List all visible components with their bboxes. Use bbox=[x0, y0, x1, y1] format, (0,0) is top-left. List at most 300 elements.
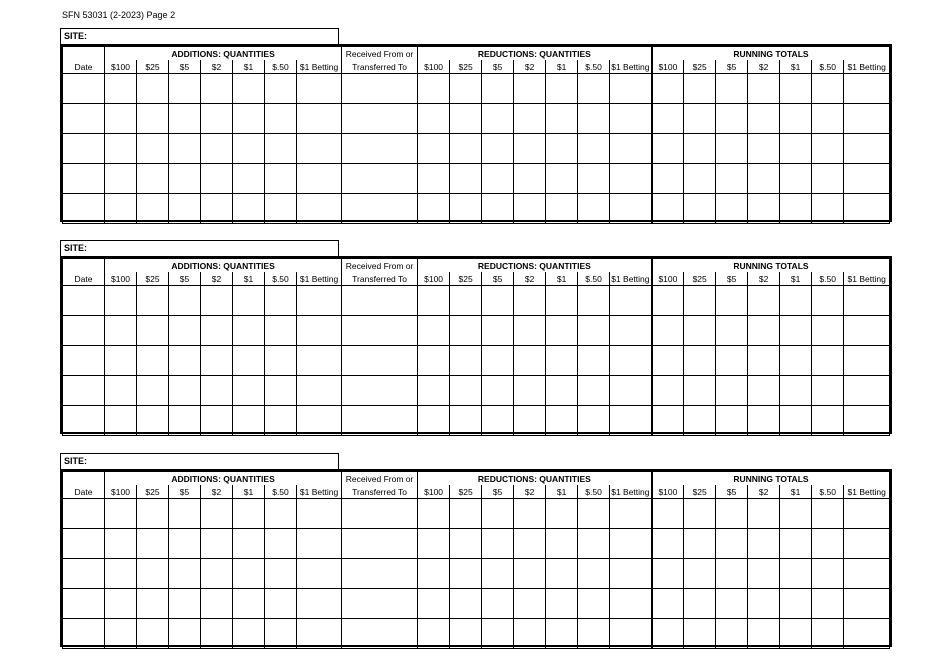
addition-cell[interactable] bbox=[105, 406, 137, 436]
running-total-cell[interactable] bbox=[652, 619, 684, 649]
running-total-cell[interactable] bbox=[844, 346, 890, 376]
reduction-cell[interactable] bbox=[610, 286, 652, 316]
running-total-cell[interactable] bbox=[716, 619, 748, 649]
reduction-cell[interactable] bbox=[482, 406, 514, 436]
date-cell[interactable] bbox=[63, 346, 105, 376]
running-total-cell[interactable] bbox=[748, 559, 780, 589]
reduction-cell[interactable] bbox=[418, 346, 450, 376]
running-total-cell[interactable] bbox=[812, 589, 844, 619]
addition-cell[interactable] bbox=[265, 589, 297, 619]
running-total-cell[interactable] bbox=[780, 619, 812, 649]
running-total-cell[interactable] bbox=[684, 529, 716, 559]
addition-cell[interactable] bbox=[297, 194, 342, 224]
addition-cell[interactable] bbox=[233, 406, 265, 436]
running-total-cell[interactable] bbox=[652, 104, 684, 134]
running-total-cell[interactable] bbox=[684, 194, 716, 224]
running-total-cell[interactable] bbox=[812, 286, 844, 316]
addition-cell[interactable] bbox=[265, 619, 297, 649]
reduction-cell[interactable] bbox=[514, 134, 546, 164]
addition-cell[interactable] bbox=[105, 134, 137, 164]
addition-cell[interactable] bbox=[169, 134, 201, 164]
addition-cell[interactable] bbox=[169, 406, 201, 436]
reduction-cell[interactable] bbox=[578, 499, 610, 529]
running-total-cell[interactable] bbox=[684, 134, 716, 164]
site-field[interactable] bbox=[60, 240, 339, 257]
received-cell[interactable] bbox=[342, 194, 418, 224]
addition-cell[interactable] bbox=[201, 194, 233, 224]
running-total-cell[interactable] bbox=[652, 74, 684, 104]
reduction-cell[interactable] bbox=[450, 134, 482, 164]
addition-cell[interactable] bbox=[297, 74, 342, 104]
reduction-cell[interactable] bbox=[482, 134, 514, 164]
addition-cell[interactable] bbox=[297, 529, 342, 559]
addition-cell[interactable] bbox=[297, 316, 342, 346]
addition-cell[interactable] bbox=[137, 406, 169, 436]
addition-cell[interactable] bbox=[233, 346, 265, 376]
running-total-cell[interactable] bbox=[844, 286, 890, 316]
reduction-cell[interactable] bbox=[450, 164, 482, 194]
addition-cell[interactable] bbox=[265, 194, 297, 224]
addition-cell[interactable] bbox=[137, 589, 169, 619]
addition-cell[interactable] bbox=[297, 286, 342, 316]
received-cell[interactable] bbox=[342, 529, 418, 559]
running-total-cell[interactable] bbox=[652, 589, 684, 619]
addition-cell[interactable] bbox=[265, 164, 297, 194]
running-total-cell[interactable] bbox=[780, 316, 812, 346]
reduction-cell[interactable] bbox=[450, 104, 482, 134]
addition-cell[interactable] bbox=[169, 74, 201, 104]
reduction-cell[interactable] bbox=[610, 406, 652, 436]
date-cell[interactable] bbox=[63, 499, 105, 529]
reduction-cell[interactable] bbox=[610, 529, 652, 559]
addition-cell[interactable] bbox=[233, 619, 265, 649]
running-total-cell[interactable] bbox=[652, 134, 684, 164]
addition-cell[interactable] bbox=[105, 104, 137, 134]
received-cell[interactable] bbox=[342, 74, 418, 104]
reduction-cell[interactable] bbox=[418, 619, 450, 649]
date-cell[interactable] bbox=[63, 529, 105, 559]
running-total-cell[interactable] bbox=[748, 164, 780, 194]
reduction-cell[interactable] bbox=[514, 529, 546, 559]
addition-cell[interactable] bbox=[297, 134, 342, 164]
date-cell[interactable] bbox=[63, 376, 105, 406]
reduction-cell[interactable] bbox=[578, 134, 610, 164]
reduction-cell[interactable] bbox=[450, 499, 482, 529]
running-total-cell[interactable] bbox=[780, 104, 812, 134]
addition-cell[interactable] bbox=[265, 529, 297, 559]
reduction-cell[interactable] bbox=[578, 619, 610, 649]
running-total-cell[interactable] bbox=[844, 559, 890, 589]
date-cell[interactable] bbox=[63, 104, 105, 134]
reduction-cell[interactable] bbox=[610, 559, 652, 589]
running-total-cell[interactable] bbox=[748, 406, 780, 436]
addition-cell[interactable] bbox=[265, 74, 297, 104]
running-total-cell[interactable] bbox=[812, 74, 844, 104]
addition-cell[interactable] bbox=[137, 194, 169, 224]
reduction-cell[interactable] bbox=[450, 194, 482, 224]
addition-cell[interactable] bbox=[265, 286, 297, 316]
reduction-cell[interactable] bbox=[418, 286, 450, 316]
addition-cell[interactable] bbox=[201, 346, 233, 376]
addition-cell[interactable] bbox=[233, 104, 265, 134]
reduction-cell[interactable] bbox=[418, 406, 450, 436]
running-total-cell[interactable] bbox=[812, 104, 844, 134]
reduction-cell[interactable] bbox=[450, 346, 482, 376]
addition-cell[interactable] bbox=[233, 286, 265, 316]
running-total-cell[interactable] bbox=[812, 194, 844, 224]
reduction-cell[interactable] bbox=[610, 619, 652, 649]
received-cell[interactable] bbox=[342, 346, 418, 376]
reduction-cell[interactable] bbox=[610, 316, 652, 346]
reduction-cell[interactable] bbox=[482, 104, 514, 134]
addition-cell[interactable] bbox=[169, 619, 201, 649]
addition-cell[interactable] bbox=[297, 559, 342, 589]
reduction-cell[interactable] bbox=[514, 499, 546, 529]
reduction-cell[interactable] bbox=[418, 559, 450, 589]
addition-cell[interactable] bbox=[297, 406, 342, 436]
running-total-cell[interactable] bbox=[684, 104, 716, 134]
reduction-cell[interactable] bbox=[546, 619, 578, 649]
running-total-cell[interactable] bbox=[844, 74, 890, 104]
running-total-cell[interactable] bbox=[780, 406, 812, 436]
reduction-cell[interactable] bbox=[578, 406, 610, 436]
running-total-cell[interactable] bbox=[780, 286, 812, 316]
running-total-cell[interactable] bbox=[748, 316, 780, 346]
reduction-cell[interactable] bbox=[482, 194, 514, 224]
running-total-cell[interactable] bbox=[844, 406, 890, 436]
reduction-cell[interactable] bbox=[578, 529, 610, 559]
addition-cell[interactable] bbox=[105, 286, 137, 316]
received-cell[interactable] bbox=[342, 589, 418, 619]
date-cell[interactable] bbox=[63, 589, 105, 619]
date-cell[interactable] bbox=[63, 286, 105, 316]
addition-cell[interactable] bbox=[201, 74, 233, 104]
running-total-cell[interactable] bbox=[748, 104, 780, 134]
addition-cell[interactable] bbox=[137, 559, 169, 589]
running-total-cell[interactable] bbox=[716, 134, 748, 164]
addition-cell[interactable] bbox=[233, 74, 265, 104]
running-total-cell[interactable] bbox=[716, 164, 748, 194]
running-total-cell[interactable] bbox=[652, 164, 684, 194]
reduction-cell[interactable] bbox=[546, 194, 578, 224]
reduction-cell[interactable] bbox=[482, 619, 514, 649]
addition-cell[interactable] bbox=[105, 346, 137, 376]
running-total-cell[interactable] bbox=[812, 619, 844, 649]
addition-cell[interactable] bbox=[105, 589, 137, 619]
reduction-cell[interactable] bbox=[450, 406, 482, 436]
addition-cell[interactable] bbox=[265, 316, 297, 346]
addition-cell[interactable] bbox=[201, 134, 233, 164]
reduction-cell[interactable] bbox=[418, 529, 450, 559]
reduction-cell[interactable] bbox=[514, 286, 546, 316]
reduction-cell[interactable] bbox=[610, 164, 652, 194]
addition-cell[interactable] bbox=[169, 589, 201, 619]
addition-cell[interactable] bbox=[105, 619, 137, 649]
reduction-cell[interactable] bbox=[578, 286, 610, 316]
addition-cell[interactable] bbox=[201, 589, 233, 619]
reduction-cell[interactable] bbox=[482, 286, 514, 316]
addition-cell[interactable] bbox=[233, 376, 265, 406]
addition-cell[interactable] bbox=[233, 164, 265, 194]
addition-cell[interactable] bbox=[137, 499, 169, 529]
addition-cell[interactable] bbox=[169, 376, 201, 406]
addition-cell[interactable] bbox=[105, 559, 137, 589]
running-total-cell[interactable] bbox=[716, 286, 748, 316]
addition-cell[interactable] bbox=[265, 406, 297, 436]
reduction-cell[interactable] bbox=[578, 164, 610, 194]
addition-cell[interactable] bbox=[105, 194, 137, 224]
reduction-cell[interactable] bbox=[546, 376, 578, 406]
running-total-cell[interactable] bbox=[780, 559, 812, 589]
running-total-cell[interactable] bbox=[716, 529, 748, 559]
running-total-cell[interactable] bbox=[812, 376, 844, 406]
running-total-cell[interactable] bbox=[812, 346, 844, 376]
running-total-cell[interactable] bbox=[652, 286, 684, 316]
reduction-cell[interactable] bbox=[482, 316, 514, 346]
running-total-cell[interactable] bbox=[780, 529, 812, 559]
addition-cell[interactable] bbox=[201, 376, 233, 406]
addition-cell[interactable] bbox=[297, 589, 342, 619]
addition-cell[interactable] bbox=[105, 316, 137, 346]
addition-cell[interactable] bbox=[169, 104, 201, 134]
reduction-cell[interactable] bbox=[610, 499, 652, 529]
reduction-cell[interactable] bbox=[450, 316, 482, 346]
running-total-cell[interactable] bbox=[812, 164, 844, 194]
reduction-cell[interactable] bbox=[546, 406, 578, 436]
reduction-cell[interactable] bbox=[546, 134, 578, 164]
reduction-cell[interactable] bbox=[546, 164, 578, 194]
addition-cell[interactable] bbox=[265, 559, 297, 589]
running-total-cell[interactable] bbox=[812, 529, 844, 559]
addition-cell[interactable] bbox=[265, 134, 297, 164]
running-total-cell[interactable] bbox=[684, 164, 716, 194]
addition-cell[interactable] bbox=[297, 499, 342, 529]
received-cell[interactable] bbox=[342, 406, 418, 436]
running-total-cell[interactable] bbox=[812, 499, 844, 529]
reduction-cell[interactable] bbox=[610, 104, 652, 134]
reduction-cell[interactable] bbox=[418, 74, 450, 104]
reduction-cell[interactable] bbox=[450, 559, 482, 589]
reduction-cell[interactable] bbox=[450, 74, 482, 104]
date-cell[interactable] bbox=[63, 164, 105, 194]
reduction-cell[interactable] bbox=[418, 376, 450, 406]
date-cell[interactable] bbox=[63, 619, 105, 649]
addition-cell[interactable] bbox=[297, 104, 342, 134]
addition-cell[interactable] bbox=[169, 164, 201, 194]
addition-cell[interactable] bbox=[105, 499, 137, 529]
received-cell[interactable] bbox=[342, 376, 418, 406]
running-total-cell[interactable] bbox=[716, 499, 748, 529]
running-total-cell[interactable] bbox=[780, 194, 812, 224]
addition-cell[interactable] bbox=[297, 164, 342, 194]
reduction-cell[interactable] bbox=[546, 316, 578, 346]
reduction-cell[interactable] bbox=[514, 346, 546, 376]
reduction-cell[interactable] bbox=[482, 346, 514, 376]
date-cell[interactable] bbox=[63, 316, 105, 346]
running-total-cell[interactable] bbox=[684, 499, 716, 529]
running-total-cell[interactable] bbox=[812, 406, 844, 436]
date-cell[interactable] bbox=[63, 134, 105, 164]
addition-cell[interactable] bbox=[233, 194, 265, 224]
addition-cell[interactable] bbox=[233, 134, 265, 164]
running-total-cell[interactable] bbox=[844, 589, 890, 619]
reduction-cell[interactable] bbox=[514, 74, 546, 104]
running-total-cell[interactable] bbox=[684, 286, 716, 316]
reduction-cell[interactable] bbox=[578, 346, 610, 376]
running-total-cell[interactable] bbox=[684, 74, 716, 104]
addition-cell[interactable] bbox=[169, 316, 201, 346]
running-total-cell[interactable] bbox=[748, 529, 780, 559]
running-total-cell[interactable] bbox=[780, 499, 812, 529]
running-total-cell[interactable] bbox=[684, 346, 716, 376]
reduction-cell[interactable] bbox=[546, 559, 578, 589]
running-total-cell[interactable] bbox=[684, 589, 716, 619]
addition-cell[interactable] bbox=[137, 619, 169, 649]
reduction-cell[interactable] bbox=[610, 346, 652, 376]
reduction-cell[interactable] bbox=[578, 376, 610, 406]
addition-cell[interactable] bbox=[201, 286, 233, 316]
running-total-cell[interactable] bbox=[812, 559, 844, 589]
reduction-cell[interactable] bbox=[546, 499, 578, 529]
addition-cell[interactable] bbox=[265, 104, 297, 134]
addition-cell[interactable] bbox=[201, 164, 233, 194]
reduction-cell[interactable] bbox=[578, 559, 610, 589]
running-total-cell[interactable] bbox=[844, 376, 890, 406]
reduction-cell[interactable] bbox=[514, 376, 546, 406]
reduction-cell[interactable] bbox=[578, 104, 610, 134]
running-total-cell[interactable] bbox=[652, 406, 684, 436]
addition-cell[interactable] bbox=[233, 316, 265, 346]
running-total-cell[interactable] bbox=[844, 619, 890, 649]
addition-cell[interactable] bbox=[297, 619, 342, 649]
reduction-cell[interactable] bbox=[578, 74, 610, 104]
received-cell[interactable] bbox=[342, 286, 418, 316]
addition-cell[interactable] bbox=[137, 529, 169, 559]
reduction-cell[interactable] bbox=[450, 376, 482, 406]
reduction-cell[interactable] bbox=[418, 134, 450, 164]
reduction-cell[interactable] bbox=[450, 529, 482, 559]
running-total-cell[interactable] bbox=[716, 406, 748, 436]
reduction-cell[interactable] bbox=[514, 589, 546, 619]
reduction-cell[interactable] bbox=[610, 134, 652, 164]
reduction-cell[interactable] bbox=[418, 499, 450, 529]
running-total-cell[interactable] bbox=[684, 316, 716, 346]
addition-cell[interactable] bbox=[169, 286, 201, 316]
running-total-cell[interactable] bbox=[716, 194, 748, 224]
running-total-cell[interactable] bbox=[716, 559, 748, 589]
reduction-cell[interactable] bbox=[418, 104, 450, 134]
running-total-cell[interactable] bbox=[652, 346, 684, 376]
running-total-cell[interactable] bbox=[844, 194, 890, 224]
addition-cell[interactable] bbox=[169, 194, 201, 224]
addition-cell[interactable] bbox=[137, 104, 169, 134]
running-total-cell[interactable] bbox=[812, 134, 844, 164]
reduction-cell[interactable] bbox=[514, 104, 546, 134]
addition-cell[interactable] bbox=[105, 529, 137, 559]
running-total-cell[interactable] bbox=[748, 619, 780, 649]
reduction-cell[interactable] bbox=[578, 194, 610, 224]
reduction-cell[interactable] bbox=[482, 589, 514, 619]
addition-cell[interactable] bbox=[105, 164, 137, 194]
running-total-cell[interactable] bbox=[844, 104, 890, 134]
running-total-cell[interactable] bbox=[748, 194, 780, 224]
addition-cell[interactable] bbox=[137, 376, 169, 406]
running-total-cell[interactable] bbox=[844, 529, 890, 559]
addition-cell[interactable] bbox=[201, 619, 233, 649]
addition-cell[interactable] bbox=[265, 376, 297, 406]
reduction-cell[interactable] bbox=[514, 559, 546, 589]
running-total-cell[interactable] bbox=[780, 589, 812, 619]
running-total-cell[interactable] bbox=[652, 529, 684, 559]
addition-cell[interactable] bbox=[233, 529, 265, 559]
running-total-cell[interactable] bbox=[844, 499, 890, 529]
reduction-cell[interactable] bbox=[482, 499, 514, 529]
reduction-cell[interactable] bbox=[450, 619, 482, 649]
running-total-cell[interactable] bbox=[748, 134, 780, 164]
addition-cell[interactable] bbox=[233, 589, 265, 619]
running-total-cell[interactable] bbox=[716, 104, 748, 134]
running-total-cell[interactable] bbox=[652, 499, 684, 529]
running-total-cell[interactable] bbox=[684, 559, 716, 589]
reduction-cell[interactable] bbox=[610, 589, 652, 619]
site-field[interactable] bbox=[60, 453, 339, 470]
running-total-cell[interactable] bbox=[716, 376, 748, 406]
running-total-cell[interactable] bbox=[716, 346, 748, 376]
addition-cell[interactable] bbox=[201, 406, 233, 436]
site-field[interactable] bbox=[60, 28, 339, 45]
reduction-cell[interactable] bbox=[610, 376, 652, 406]
addition-cell[interactable] bbox=[105, 376, 137, 406]
reduction-cell[interactable] bbox=[482, 529, 514, 559]
running-total-cell[interactable] bbox=[684, 376, 716, 406]
addition-cell[interactable] bbox=[233, 499, 265, 529]
received-cell[interactable] bbox=[342, 164, 418, 194]
addition-cell[interactable] bbox=[137, 74, 169, 104]
addition-cell[interactable] bbox=[137, 134, 169, 164]
running-total-cell[interactable] bbox=[780, 376, 812, 406]
running-total-cell[interactable] bbox=[684, 619, 716, 649]
running-total-cell[interactable] bbox=[812, 316, 844, 346]
running-total-cell[interactable] bbox=[748, 589, 780, 619]
date-cell[interactable] bbox=[63, 406, 105, 436]
addition-cell[interactable] bbox=[201, 499, 233, 529]
addition-cell[interactable] bbox=[265, 499, 297, 529]
running-total-cell[interactable] bbox=[652, 559, 684, 589]
reduction-cell[interactable] bbox=[546, 346, 578, 376]
addition-cell[interactable] bbox=[201, 316, 233, 346]
received-cell[interactable] bbox=[342, 619, 418, 649]
reduction-cell[interactable] bbox=[418, 164, 450, 194]
reduction-cell[interactable] bbox=[514, 164, 546, 194]
reduction-cell[interactable] bbox=[514, 194, 546, 224]
addition-cell[interactable] bbox=[201, 559, 233, 589]
running-total-cell[interactable] bbox=[748, 286, 780, 316]
date-cell[interactable] bbox=[63, 194, 105, 224]
addition-cell[interactable] bbox=[201, 104, 233, 134]
addition-cell[interactable] bbox=[105, 74, 137, 104]
reduction-cell[interactable] bbox=[610, 74, 652, 104]
running-total-cell[interactable] bbox=[716, 316, 748, 346]
running-total-cell[interactable] bbox=[844, 316, 890, 346]
addition-cell[interactable] bbox=[169, 559, 201, 589]
date-cell[interactable] bbox=[63, 559, 105, 589]
reduction-cell[interactable] bbox=[450, 286, 482, 316]
running-total-cell[interactable] bbox=[652, 376, 684, 406]
running-total-cell[interactable] bbox=[780, 346, 812, 376]
reduction-cell[interactable] bbox=[482, 559, 514, 589]
running-total-cell[interactable] bbox=[748, 346, 780, 376]
reduction-cell[interactable] bbox=[482, 376, 514, 406]
